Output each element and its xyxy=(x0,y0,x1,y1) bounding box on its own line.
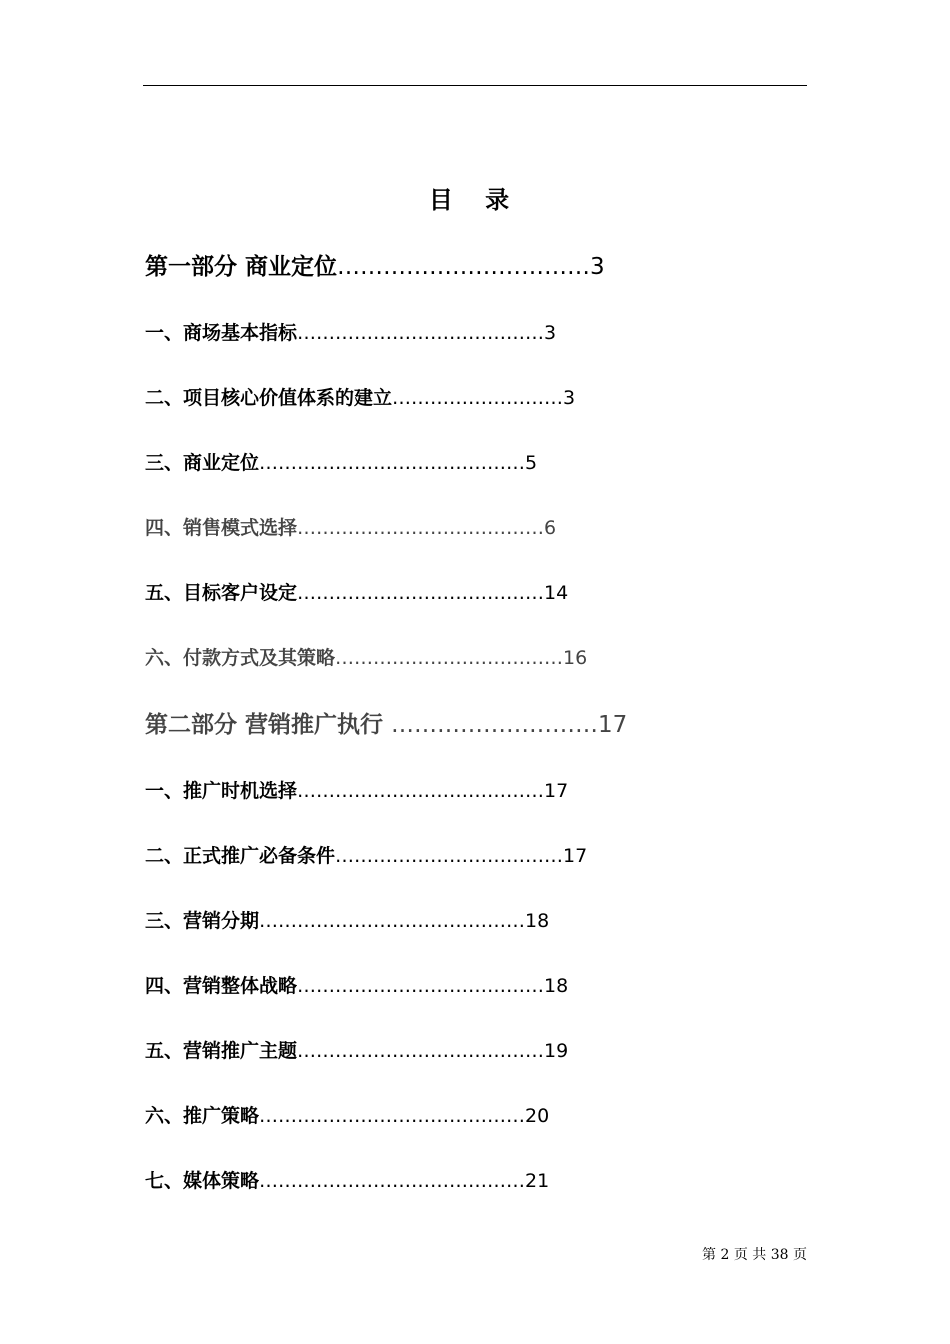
toc-page-number: 3 xyxy=(563,387,576,409)
toc-leader: ………………………………… xyxy=(297,582,545,604)
toc-leader: ……………………………… xyxy=(335,647,564,669)
toc-entry[interactable] xyxy=(145,446,537,480)
toc-leader: ……………………… xyxy=(392,387,564,409)
toc-entry-label: 五、目标客户设定 xyxy=(145,582,298,604)
toc-entry-label: 七、媒体策略 xyxy=(145,1170,260,1192)
toc-entry-label: 第二部分 营销推广执行 xyxy=(145,712,392,738)
toc-page-number: 18 xyxy=(544,975,569,997)
toc-leader: …………………………………… xyxy=(259,910,526,932)
toc-leader: ……………………………… xyxy=(335,845,564,867)
toc-page-number: 19 xyxy=(544,1040,569,1062)
toc-entry[interactable] xyxy=(145,381,575,415)
toc-page-number: 17 xyxy=(563,845,588,867)
toc-leader: ………………………………… xyxy=(297,322,545,344)
toc-entry-label: 四、营销整体战略 xyxy=(145,975,298,997)
toc-entry[interactable] xyxy=(145,1099,549,1133)
toc-page-number: 20 xyxy=(525,1105,550,1127)
toc-page-number: 5 xyxy=(525,452,538,474)
toc-entry[interactable] xyxy=(145,316,556,350)
toc-entry-label: 六、付款方式及其策略 xyxy=(145,647,336,669)
toc-page-number: 3 xyxy=(590,254,605,280)
toc-page-number: 17 xyxy=(544,780,569,802)
toc-entry-label: 二、正式推广必备条件 xyxy=(145,845,336,867)
toc-page-number: 6 xyxy=(544,517,557,539)
toc-leader: …………………………………… xyxy=(259,452,526,474)
toc-entry-label: 三、商业定位 xyxy=(145,452,260,474)
toc-entry-label: 三、营销分期 xyxy=(145,910,260,932)
toc-entry-label: 四、销售模式选择 xyxy=(145,517,298,539)
toc-entry-label: 一、商场基本指标 xyxy=(145,322,298,344)
toc-entry[interactable] xyxy=(145,641,587,675)
toc-leader: ………………………………… xyxy=(297,780,545,802)
toc-leader: …………………………… xyxy=(337,254,591,280)
toc-page-number: 3 xyxy=(544,322,557,344)
page-footer: 第 2 页 共 38 页 xyxy=(702,1247,807,1263)
toc-entry[interactable] xyxy=(145,511,556,545)
toc-entry-part-2[interactable] xyxy=(145,708,627,742)
toc-entry[interactable] xyxy=(145,774,568,808)
toc-entry[interactable] xyxy=(145,904,549,938)
toc-page-number: 14 xyxy=(544,582,569,604)
toc-page-number: 16 xyxy=(563,647,588,669)
toc-page-number: 21 xyxy=(525,1170,550,1192)
toc-entry[interactable] xyxy=(145,839,587,873)
toc-entry-label: 二、项目核心价值体系的建立 xyxy=(145,387,393,409)
toc-leader: ………………………………… xyxy=(297,517,545,539)
toc-leader: …………………………………… xyxy=(259,1170,526,1192)
toc-title: 目 录 xyxy=(428,186,522,214)
toc-entry-label: 第一部分 商业定位 xyxy=(145,254,338,280)
toc-leader: ………………………………… xyxy=(297,975,545,997)
header-rule xyxy=(143,85,807,86)
toc-entry[interactable] xyxy=(145,576,568,610)
toc-entry-label: 六、推广策略 xyxy=(145,1105,260,1127)
toc-entry[interactable] xyxy=(145,1034,568,1068)
toc-entry-label: 一、推广时机选择 xyxy=(145,780,298,802)
toc-leader: …………………………………… xyxy=(259,1105,526,1127)
toc-page-number: 17 xyxy=(598,712,628,738)
toc-entry[interactable] xyxy=(145,969,568,1003)
toc-entry-label: 五、营销推广主题 xyxy=(145,1040,298,1062)
toc-entry[interactable] xyxy=(145,1164,549,1198)
toc-leader: ……………………… xyxy=(391,712,599,738)
toc-entry-part-1[interactable] xyxy=(145,250,605,284)
toc-page-number: 18 xyxy=(525,910,550,932)
toc-leader: ………………………………… xyxy=(297,1040,545,1062)
